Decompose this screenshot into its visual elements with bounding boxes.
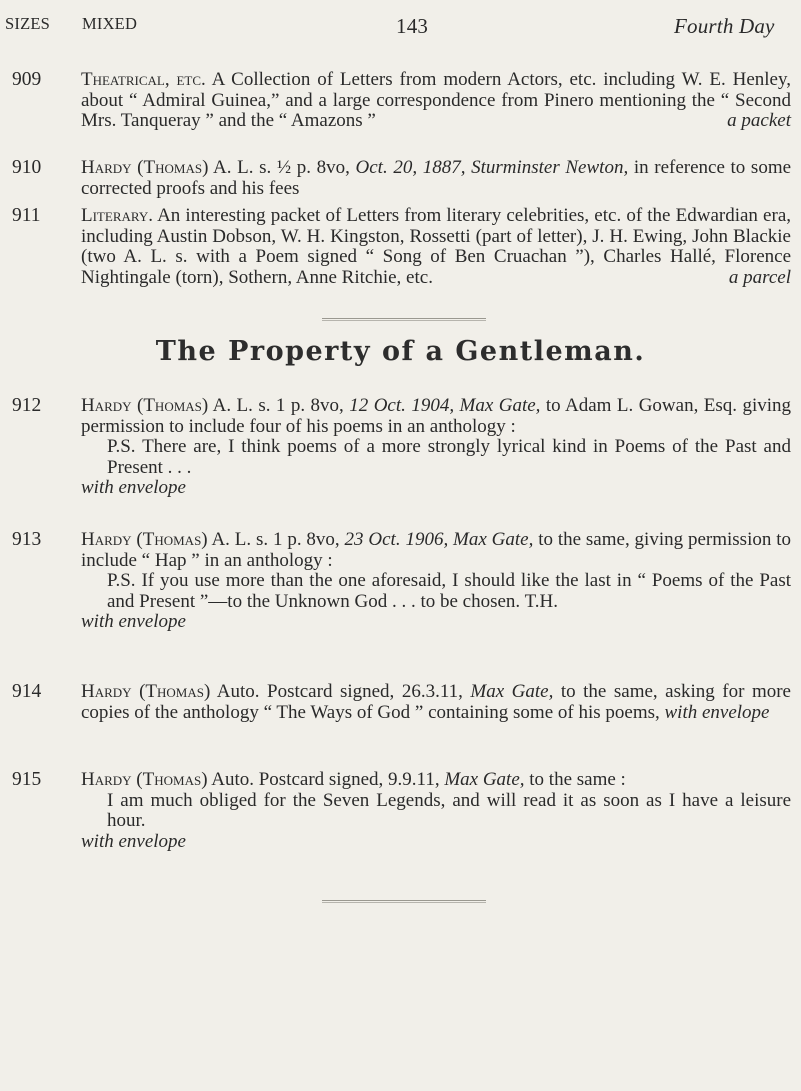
section-title: The Property of a Gentleman. (155, 336, 646, 367)
lot-description (81, 682, 791, 723)
lot-date: 12 Oct. 1904, Max Gate, (349, 395, 541, 416)
lot-envelope: with envelope (81, 477, 186, 498)
lot-number: 915 (12, 769, 42, 790)
lot-note: a packet (727, 110, 791, 131)
lot-text-continued: to the same, asking for more copies of the anthology “ The Ways of God ” containing some of his poems, (81, 681, 791, 723)
lot-heading: Theatrical, etc. (81, 69, 206, 90)
lot-number: 912 (12, 395, 42, 416)
divider-rule (322, 318, 486, 319)
lot-envelope: with envelope (81, 611, 186, 632)
lot-number: 909 (12, 69, 42, 90)
header-sizes: SIZES (5, 14, 51, 33)
lot-heading: Hardy (Thomas) (81, 157, 209, 178)
lot-description (81, 70, 791, 132)
lot-quote: I am much obliged for the Seven Legends, and will read it as soon as I have a leisure hour. (107, 789, 791, 831)
header-day: Fourth Day (674, 14, 775, 38)
lot-quote: P.S. There are, I think poems of a more strongly lyrical kind in Poems of the Past and Present . . . (107, 436, 791, 478)
lot-number: 914 (12, 681, 42, 702)
lot-number: 911 (12, 205, 41, 226)
lot-text: A. L. s. ½ p. 8vo, (213, 157, 350, 178)
lot-description (81, 396, 791, 499)
lot-envelope: with envelope (664, 701, 770, 723)
lot-text: A. L. s. 1 p. 8vo, (212, 395, 344, 416)
lot-number: 913 (12, 529, 42, 550)
lot-text: Auto. Postcard signed, 9.9.11, (211, 769, 440, 790)
closing-rule (322, 900, 486, 901)
running-header (0, 14, 801, 40)
page-number: 143 (396, 14, 429, 38)
lot-heading: Hardy (Thomas) (81, 681, 211, 702)
lot-text-continued: to the same : (529, 769, 626, 790)
lot-text: A Collection of Letters from modern Actors, etc. including W. E. Henley, about “ Admiral Guinea,” and a large correspondence from Pinero mentioning the “ Second Mrs. Tanqueray ” and the “ Amazons ” (81, 69, 792, 131)
lot-date: Oct. 20, 1887, Sturminster Newton, (355, 157, 629, 178)
lot-description (81, 158, 791, 199)
lot-description (81, 530, 791, 633)
lot-text-continued: to the same, giving permission to include “ Hap ” in an anthology : (81, 529, 791, 571)
lot-text: An interesting packet of Letters from literary celebrities, etc. of the Edwardian era, including Austin Dobson, W. H. Kingston, Rossetti (part of letter), J. H. Ewing, John Blackie (two A. L. s. with a Poem signed “ Song of Ben Cruachan ”), Charles Hallé, Florence Nightingale (torn), Sothern, Anne Ritchie, etc. (81, 205, 792, 288)
lot-date: Max Gate, (444, 769, 525, 790)
lot-description (81, 206, 791, 288)
lot-note: a parcel (728, 266, 791, 288)
lot-text: Auto. Postcard signed, 26.3.11, (216, 681, 463, 702)
lot-heading: Hardy (Thomas) (81, 395, 209, 416)
lot-heading: Hardy (Thomas) (81, 769, 208, 790)
lot-envelope: with envelope (81, 830, 186, 852)
lot-heading: Hardy (Thomas) (81, 529, 208, 550)
lot-text-continued: to Adam L. Gowan, Esq. giving permission to include four of his poems in an anthology : (81, 395, 792, 437)
lot-heading: Literary. (81, 205, 153, 226)
lot-quote: P.S. If you use more than the one aforesaid, I should like the last in “ Poems of the Past and Present ”—to the Unknown God . . . to be chosen. T.H. (107, 570, 791, 612)
lot-text: A. L. s. 1 p. 8vo, (211, 529, 340, 550)
lot-number: 910 (12, 157, 42, 178)
lot-text-continued: in reference to some corrected proofs and his fees (81, 157, 792, 199)
lot-description (81, 770, 791, 852)
closing-rule (322, 902, 486, 903)
header-mixed: MIXED (82, 14, 138, 33)
lot-date: 23 Oct. 1906, Max Gate, (344, 529, 534, 550)
divider-rule (322, 320, 486, 321)
lot-date: Max Gate, (470, 681, 554, 702)
